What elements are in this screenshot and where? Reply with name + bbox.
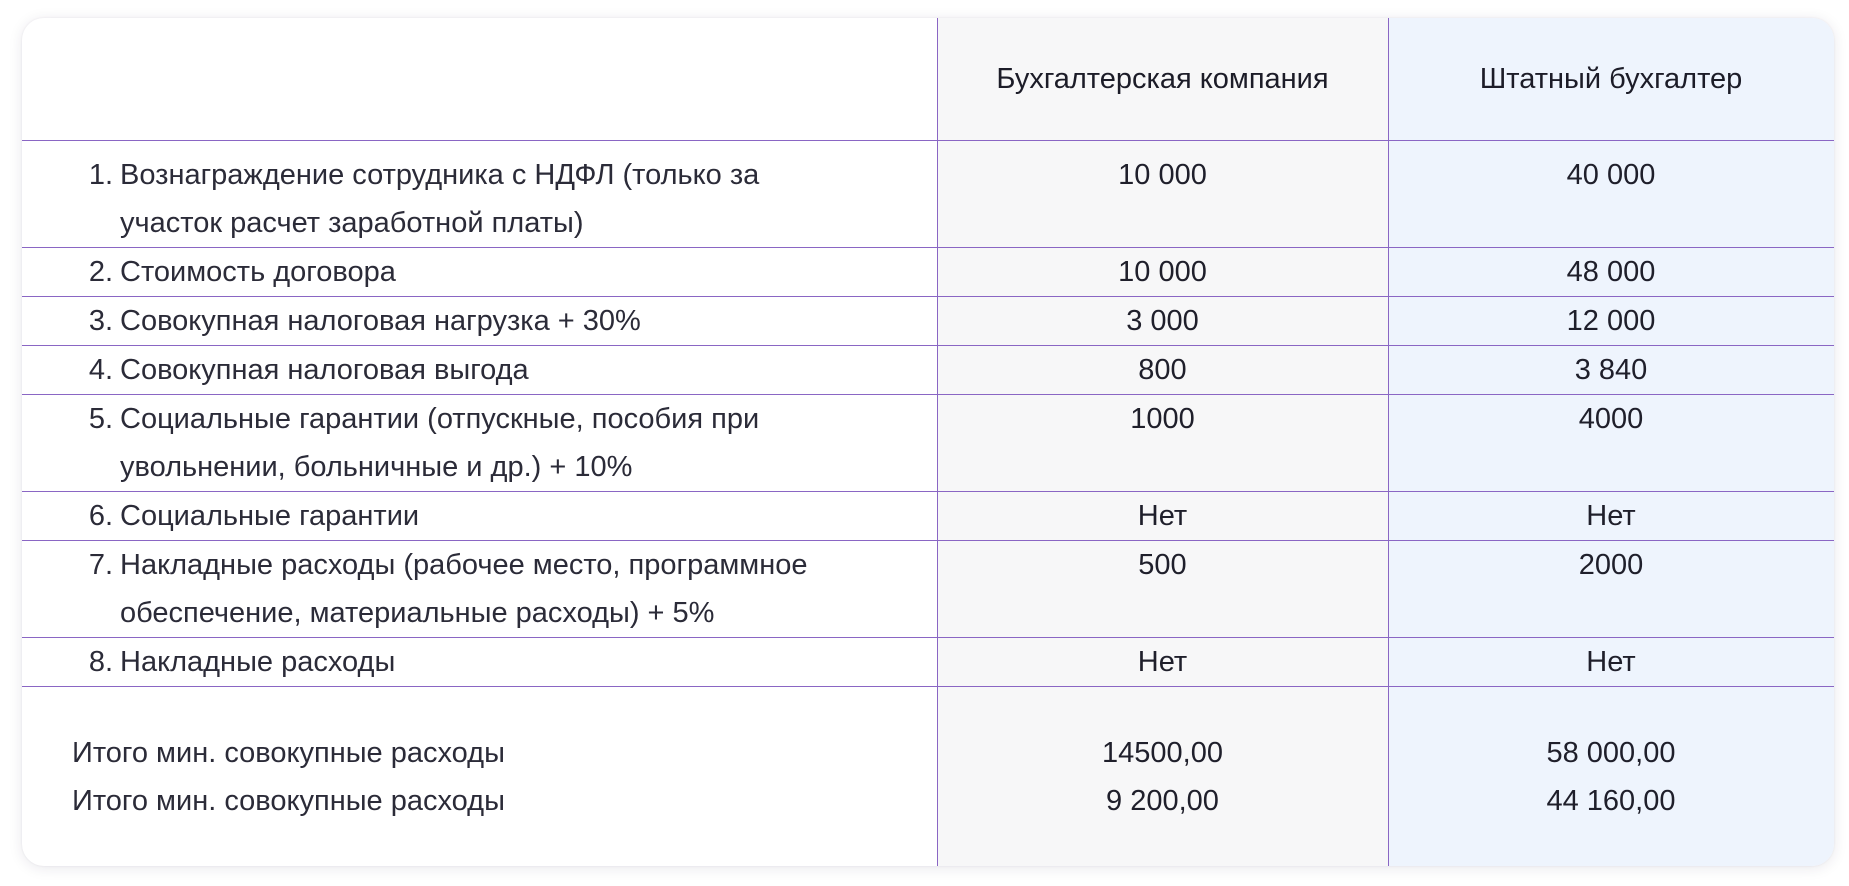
company-value: Нет (937, 492, 1388, 541)
row-label (22, 541, 937, 638)
staff-value: 4000 (1388, 395, 1834, 492)
staff-value: 12 000 (1388, 297, 1834, 346)
row-label-line: обеспечение, материальные расходы) + 5% (120, 597, 715, 629)
table-row (22, 346, 1834, 395)
company-value: 10 000 (937, 141, 1388, 248)
row-number: 7. (88, 549, 113, 581)
row-number: 1. (88, 159, 113, 191)
company-value: Нет (937, 638, 1388, 687)
comparison-table (22, 18, 1834, 825)
row-label-line: Вознаграждение сотрудника с НДФЛ (только за (120, 159, 760, 191)
row-number: 4. (88, 354, 113, 386)
staff-value: Нет (1388, 492, 1834, 541)
row-label-line: Накладные расходы (рабочее место, программное (120, 549, 808, 581)
staff-total-value: 44 160,00 (1546, 785, 1676, 817)
company-totals (937, 687, 1388, 826)
company-value: 1000 (937, 395, 1388, 492)
row-number: 6. (88, 500, 113, 532)
staff-value: 40 000 (1388, 141, 1834, 248)
staff-value: 3 840 (1388, 346, 1834, 395)
row-label (22, 395, 937, 492)
row-label (22, 346, 937, 395)
row-label (22, 248, 937, 297)
company-value: 10 000 (937, 248, 1388, 297)
comparison-card (22, 18, 1834, 866)
totals-row (22, 687, 1834, 826)
row-number: 5. (88, 403, 113, 435)
row-label (22, 297, 937, 346)
row-label-line: Накладные расходы (120, 646, 396, 678)
table-header-row (22, 18, 1834, 141)
table-row (22, 492, 1834, 541)
table-row (22, 141, 1834, 248)
company-value: 500 (937, 541, 1388, 638)
table-row (22, 297, 1834, 346)
totals-labels (22, 687, 937, 826)
row-label-line: Стоимость договора (120, 256, 396, 288)
table-row (22, 638, 1834, 687)
staff-total-value: 58 000,00 (1546, 737, 1676, 769)
row-label-line: Совокупная налоговая нагрузка + 30% (120, 305, 641, 337)
row-label-line: Социальные гарантии (120, 500, 420, 532)
row-label-line: участок расчет заработной платы) (120, 207, 584, 239)
row-number: 8. (88, 646, 113, 678)
staff-totals (1388, 687, 1834, 826)
staff-value: 2000 (1388, 541, 1834, 638)
table-row (22, 248, 1834, 297)
total-label: Итого мин. совокупные расходы (72, 785, 505, 817)
header-staff-accountant: Штатный бухгалтер (1388, 18, 1834, 141)
company-value: 3 000 (937, 297, 1388, 346)
staff-value: 48 000 (1388, 248, 1834, 297)
company-value: 800 (937, 346, 1388, 395)
total-label: Итого мин. совокупные расходы (72, 737, 505, 769)
row-number: 2. (88, 256, 113, 288)
company-total-value: 14500,00 (1102, 737, 1223, 769)
table-row (22, 541, 1834, 638)
row-label (22, 638, 937, 687)
header-accounting-company: Бухгалтерская компания (937, 18, 1388, 141)
row-label (22, 492, 937, 541)
row-number: 3. (88, 305, 113, 337)
row-label-line: Совокупная налоговая выгода (120, 354, 529, 386)
table-row (22, 395, 1834, 492)
row-label-line: Социальные гарантии (отпускные, пособия при (120, 403, 760, 435)
staff-value: Нет (1388, 638, 1834, 687)
row-label-line: увольнении, больничные и др.) + 10% (120, 451, 633, 483)
row-label (22, 141, 937, 248)
company-total-value: 9 200,00 (1106, 785, 1219, 817)
header-empty (22, 18, 937, 141)
